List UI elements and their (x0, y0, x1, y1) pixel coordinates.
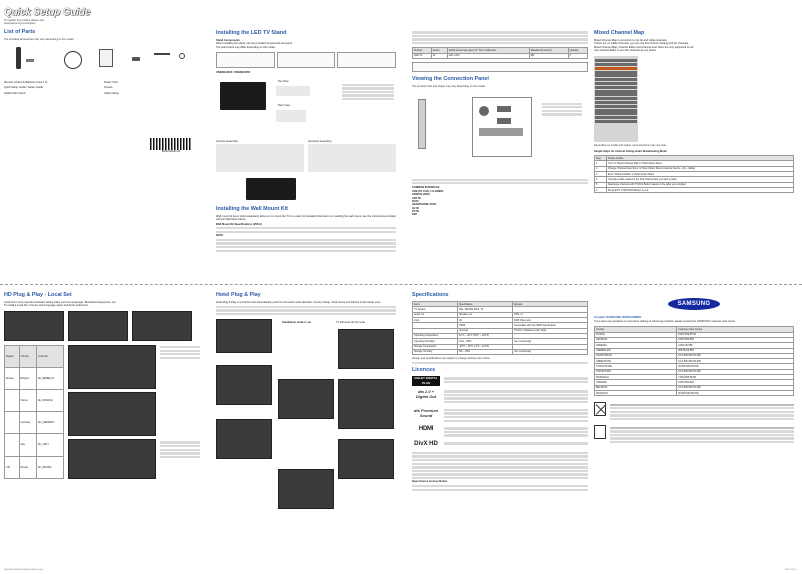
hd-plug-title: HD Plug & Play - Local Set (4, 292, 72, 298)
stand-neck-icon (276, 110, 306, 122)
stand-step-diagrams (216, 76, 396, 138)
port-item: PC IN (412, 209, 419, 213)
hotel-setup-screen (216, 365, 272, 405)
caution-box (412, 62, 588, 72)
contact-country: RUSSIA (595, 332, 677, 337)
steps-table (594, 155, 794, 193)
spec-cell: Compatible with the HDMI Specification (513, 323, 588, 328)
vesa-col-inches: inches (431, 48, 447, 53)
contact-number: 8-800-555-55-55 (677, 332, 794, 337)
contact-country: UKRAINE (595, 380, 677, 385)
spec-cell: 5% ~ 95% (458, 349, 513, 354)
stand-part-cell (216, 52, 275, 68)
region-cell: Europe (5, 367, 20, 389)
contact-number: 00-800-500-55-500 (677, 364, 794, 369)
cable-clamp-icon (179, 53, 185, 59)
remote-control-icon (16, 47, 21, 69)
vesa-cell: 4 (568, 53, 587, 58)
spec-cell: non-condensing (513, 339, 588, 344)
country-cell: Germany (19, 412, 36, 434)
parts-illustrations (4, 45, 200, 79)
hd-plug-column (4, 292, 200, 479)
spec-cell: Storage Humidity (413, 349, 458, 354)
port-item: HDMI IN (ARC) (412, 193, 431, 197)
stand-parts-table (216, 52, 396, 68)
spec-cell: -20°C ~ 45°C (-4°F ~ 113°F) (458, 344, 513, 349)
contact-title: Contact SAMSUNG WORLDWIDE (594, 315, 642, 319)
contact-number: 088-55-55-555 (677, 348, 794, 353)
hotel-plug-desc: Hotel Plug & Play is a function that automatically performs the Hotel mode selection, Country Setup, Clock Setup and Picture mode Setup once. (216, 301, 381, 305)
port-list (412, 186, 588, 216)
hotel-setup-screen (338, 329, 394, 369)
connection-side-note (542, 101, 582, 117)
contact-number: 8-10-800-500-55-500 (677, 369, 794, 374)
vesa-col-screw: Standard Screw (C) (529, 48, 568, 53)
step-number: 3 (595, 172, 607, 177)
connection-title: Viewing the Connection Panel (412, 75, 489, 82)
mixed-channel-title: Mixed Channel Map (594, 30, 645, 36)
connection-note: The product color and shape may vary depending on the model. (412, 84, 486, 88)
hotel-setup-screen (216, 319, 272, 353)
licence-row (412, 376, 588, 386)
wall-mount-p1: Wall mount kit items (sold separately) allow you to mount the TV on a wall. For detailed information on installing the wall mount, see the instructions provided with the Wall Mount items. (216, 214, 396, 222)
barcode-image (150, 138, 192, 150)
step-text: Turn on 'Mixed Channel Map' in Hotel Option Menu. (607, 161, 794, 166)
correct-assembly (216, 140, 304, 171)
hdmi-logo: HDMI (418, 426, 434, 433)
si-mode-label: TV will enter the SI mode (336, 321, 365, 325)
contact-country: KAZAKHSTAN (595, 353, 677, 358)
hotel-setup-screen (278, 379, 334, 419)
contact-table (594, 326, 794, 396)
part-item: Screws (104, 86, 113, 90)
step-number: 5 (595, 182, 607, 187)
step-text: Change 'Channel Auto Store' in Hotel Option Menu (Antenna Source - Air + Cable) (607, 166, 794, 171)
batteries-icon (26, 59, 34, 62)
part-item: Remote Control & Batteries (AAA x 2) (4, 81, 48, 85)
country-cell: Russia (19, 456, 36, 478)
contact-country: ARMENIA (595, 343, 677, 348)
region-cell (5, 390, 20, 412)
step-number: 4 (595, 177, 607, 182)
specs-col-spec: Specification (458, 302, 513, 307)
spec-cell: AV (458, 317, 513, 322)
step-text: Press EXIT or RETURN Button to exit. (607, 188, 794, 193)
licences-title: Licences (412, 367, 436, 374)
contact-number: 0-800-05-555 (677, 343, 794, 348)
specs-title: Specifications (412, 292, 449, 298)
mixed-channel-item: Mixed Channel Map, Channel Editor and Channel Auto Store are only supported on Air. (594, 45, 695, 49)
port-item: ANT IN (412, 196, 421, 200)
vesa-col-qty: Quantity (568, 48, 587, 53)
region-cell (5, 412, 20, 434)
spec-cell: PAL, SECAM D/K/I, T2 (458, 307, 513, 312)
stand-column (216, 30, 396, 253)
print-footer-right: 2012-03-23 (784, 569, 796, 572)
power-cord-icon (64, 51, 82, 69)
spec-cell: Storage Temperature (413, 344, 458, 349)
opensource-notice-title: Open Source License Notice (412, 480, 448, 484)
country-cell: Italy (19, 434, 36, 456)
localset-cell: EU_RUSSIA (37, 456, 64, 478)
holder-wire-icon (154, 53, 170, 55)
contact-country: MOLDOVA (595, 391, 677, 396)
region-cell: CIS (5, 456, 20, 478)
guide-booklet-icon (99, 49, 113, 67)
hd-plug-bullet: To install a Local Set, Country and Language select should be performed. (4, 304, 89, 308)
stand-side-note (342, 82, 394, 101)
contact-country: UZBEKISTAN (595, 359, 677, 364)
contact-country: BELARUS (595, 385, 677, 390)
stand-desc-2: The stand parts may differ depending on the model. (216, 45, 276, 49)
setup-screen (132, 311, 192, 341)
connection-diagram (412, 91, 588, 177)
spec-cell: HDMI (458, 323, 513, 328)
mixed-channel-column (594, 30, 794, 193)
country-cell: Belgium (19, 367, 36, 389)
list-of-parts-title: List of Parts (4, 28, 36, 35)
incorrect-assembly (308, 140, 396, 171)
steps-col-step: Step (595, 156, 607, 161)
correct-assembly-label: (Correct assembly) (216, 140, 238, 144)
vesa-cell: LED-TV (413, 53, 432, 58)
wall-mount-spec-label: Wall Mount Kit Specifications (VESA) (216, 222, 262, 226)
specs-column (412, 292, 588, 492)
stand-models-label: UN32EH4003 / UN32EH5000 (216, 71, 251, 75)
licence-row (412, 408, 588, 424)
contact-col-care: Customer Care Centre (677, 327, 794, 332)
localset-cell: EU_ITALY (37, 434, 64, 456)
screws-icon (132, 57, 140, 61)
correct-assembly-image (216, 144, 304, 172)
port-item: AV IN (412, 206, 419, 210)
contact-number: 0-800-502-000 (677, 380, 794, 385)
hd-plug-screens-lower (68, 345, 156, 479)
setup-screen (68, 439, 156, 479)
port-item: RJP (412, 213, 418, 217)
setup-screen (68, 345, 156, 389)
port-item: DATA (412, 199, 419, 203)
step-text: Compile a table related to the final channel lists you want in table (607, 177, 794, 182)
contact-number: 7-800-555-55-55 (677, 375, 794, 380)
hd-plug-bullet: Local Set is only important software setting value such as Languages, Broadcast frequencies, etc. (4, 301, 117, 305)
spec-cell: 10% ~ 80% (458, 339, 513, 344)
stand-base-icon (276, 86, 310, 96)
incorrect-assembly-label: (Incorrect assembly) (308, 140, 332, 144)
region-cell (5, 434, 20, 456)
specs-table (412, 301, 588, 355)
spec-cell: 10W x 2 (513, 312, 588, 317)
spec-cell: non-condensing (513, 349, 588, 354)
vesa-table (412, 47, 588, 59)
steps-title: Simple Steps for channel mixing under Broadcasting Mode (594, 149, 667, 153)
spec-cell: Input (413, 317, 458, 322)
contact-col-country: Country (595, 327, 677, 332)
register-line-2: www.samsung.com/register (4, 22, 36, 26)
disposal-notice (594, 402, 794, 421)
region-table (4, 345, 64, 479)
vesa-cell: 200 x 200 (447, 53, 529, 58)
hotel-option-menu-image (594, 56, 638, 142)
hotel-plug-title: Hotel Plug & Play (216, 292, 261, 298)
stand-final-step (216, 176, 396, 202)
spec-cell: Speaker out (458, 312, 513, 317)
part-item: Quick Setup Guide / Safety Guide (4, 86, 43, 90)
print-footer-left: [UEH4003-BN68-04440A-00]QSG.indd 1 (4, 569, 44, 572)
hotel-setup-screen (278, 469, 334, 509)
specs-note: Design and specifications are subject to change without prior notice. (412, 357, 491, 361)
vesa-cell: M8 (529, 53, 568, 58)
specs-col-remark: Remark (513, 302, 588, 307)
step-text: Enter 'Channel Editor' in Hotel Option Menu. (607, 172, 794, 177)
step-number: 2 (595, 166, 607, 171)
spec-cell: Audio out (413, 312, 458, 317)
setup-screen (68, 392, 156, 436)
connection-column (412, 30, 588, 217)
setup-screen (4, 311, 64, 341)
menu-caption: Depending on model and region, some functions may not exist. (594, 144, 667, 148)
wheelie-bin-icon (594, 402, 606, 416)
spec-cell: Antenna (458, 328, 513, 333)
localset-col: Local Set (37, 345, 64, 367)
region-col: Region (5, 345, 20, 367)
contact-number: 8-800-555-555 (677, 337, 794, 342)
hd-plug-screens (4, 311, 200, 341)
licence-row (412, 441, 588, 449)
licence-row (412, 389, 588, 405)
contact-column (594, 292, 794, 444)
step-text: Rearrange channels with TOOLS Button based on the table you compiled (607, 182, 794, 187)
stand-desc-1: When installing the stand, use the provided components and parts. (216, 42, 293, 46)
spec-cell: Operating temperature (413, 333, 458, 338)
stand-title: Installing the LED TV Stand (216, 30, 287, 36)
spec-cell: Operating Humidity (413, 339, 458, 344)
part-item: Cable Clamp (104, 91, 119, 95)
step-number: 6 (595, 188, 607, 193)
wall-mount-title: Installing the Wall Mount Kit (216, 205, 288, 212)
hotel-setup-screen (216, 419, 272, 459)
hd-plug-lower (4, 345, 200, 479)
battery-bin-icon (594, 425, 606, 439)
battery-disposal-notice (594, 425, 794, 444)
step-number: 1 (595, 161, 607, 166)
assembly-compare (216, 140, 396, 171)
country-col: Country (19, 345, 36, 367)
wall-mount-note: NOTE (216, 234, 224, 238)
samsung-logo: SAMSUNG (668, 298, 720, 310)
side-panel-illustration (418, 99, 426, 149)
mixed-channel-intro: Mixed Channel Map is a function to mix Air and Cable channels. (594, 39, 668, 43)
hotel-plug-flow (216, 319, 396, 529)
hotel-setup-screen (338, 379, 394, 429)
hd-plug-side-notes (160, 345, 200, 479)
licence-row (412, 426, 588, 438)
dts-premium-logo: dts Premium Sound (413, 407, 439, 418)
spec-cell: 75 ohm Unbalanced (No Jack) (513, 328, 588, 333)
parts-list (4, 81, 200, 95)
vesa-cell: 32 (431, 53, 447, 58)
parts-note: The provided accessories may vary depending on the model. (4, 37, 75, 41)
setup-screen (68, 311, 128, 341)
part-item: Holder-Wire Stand (4, 91, 26, 95)
part-item: Power Cord (104, 81, 118, 85)
stand-part-cell (337, 52, 396, 68)
mixed-channel-item: Use Channel Editor to sort the channels as you desire. (594, 49, 657, 53)
quick-setup-column (4, 6, 200, 153)
steps-col-outline: Simple Outline (607, 156, 794, 161)
dts-logo: dts 2.0 + Digital Out (415, 389, 437, 400)
specs-col-items: Items (413, 302, 458, 307)
register-line-1: To register this product please visit (4, 19, 44, 22)
barcode-text: BN68-00000A-00 (161, 150, 181, 153)
spec-cell: TV System (413, 307, 458, 312)
contact-country: TADJIKISTAN (595, 369, 677, 374)
tv-illustration (220, 82, 266, 110)
contact-country: KYRGYZSTAN (595, 364, 677, 369)
stand-subtitle: Stand Components (216, 39, 240, 43)
rear-panel-illustration (472, 97, 532, 157)
divx-logo: DivX HD (414, 441, 438, 448)
contact-number: 8-10-800-500-55-500 (677, 353, 794, 358)
contact-country: GEORGIA (595, 337, 677, 342)
tv-back-illustration (246, 178, 296, 200)
hotel-setup-screen (338, 439, 394, 479)
quick-setup-title: Quick Setup Guide (4, 7, 91, 18)
barcode-block (150, 138, 192, 153)
contact-number: 00-800-500-55-500 (677, 391, 794, 396)
vesa-col-specs: VESA screw hole specs (A * B) in millimeters (447, 48, 529, 53)
localset-cell: EU_GERMANY (37, 412, 64, 434)
port-item: USB (5V 0.5A) / CLONING (412, 189, 444, 193)
dolby-logo: DOLBY DIGITAL PLUS (412, 376, 440, 386)
port-item: COMMON INTERFACE (412, 186, 440, 190)
hotel-plug-column (216, 292, 396, 529)
contact-desc: If you have any questions or comments relating to Samsung products, please contact the SAMSUNG customer care centre. (594, 319, 736, 323)
stand-part-cell (277, 52, 336, 68)
contact-number: 8-10-800-500-55-500 (677, 359, 794, 364)
spec-cell: 10°C ~ 40°C (50°F ~ 104°F) (458, 333, 513, 338)
contact-number: 8-10-800-500-55-500 (677, 385, 794, 390)
contact-country: AZERBAIJAN (595, 348, 677, 353)
rear-view-label: Rear View (278, 104, 290, 108)
localset-cell: EU_BENELUX (37, 367, 64, 389)
port-item: HEADPHONE JACK (412, 203, 437, 207)
contact-country: MONGOLIA (595, 375, 677, 380)
fold-divider (0, 284, 802, 285)
vesa-col-product: Product (413, 48, 432, 53)
country-cell: France (19, 390, 36, 412)
localset-cell: EU_FRANCE (37, 390, 64, 412)
incorrect-assembly-image (308, 144, 396, 172)
mixed-channel-item: If there are no Cable channels, you can use this function starting with Air channels. (594, 42, 689, 46)
standalone-label: Standalone mode is set (282, 321, 311, 325)
top-view-label: Top View (278, 80, 289, 84)
spec-cell: RGB Video and (513, 317, 588, 322)
